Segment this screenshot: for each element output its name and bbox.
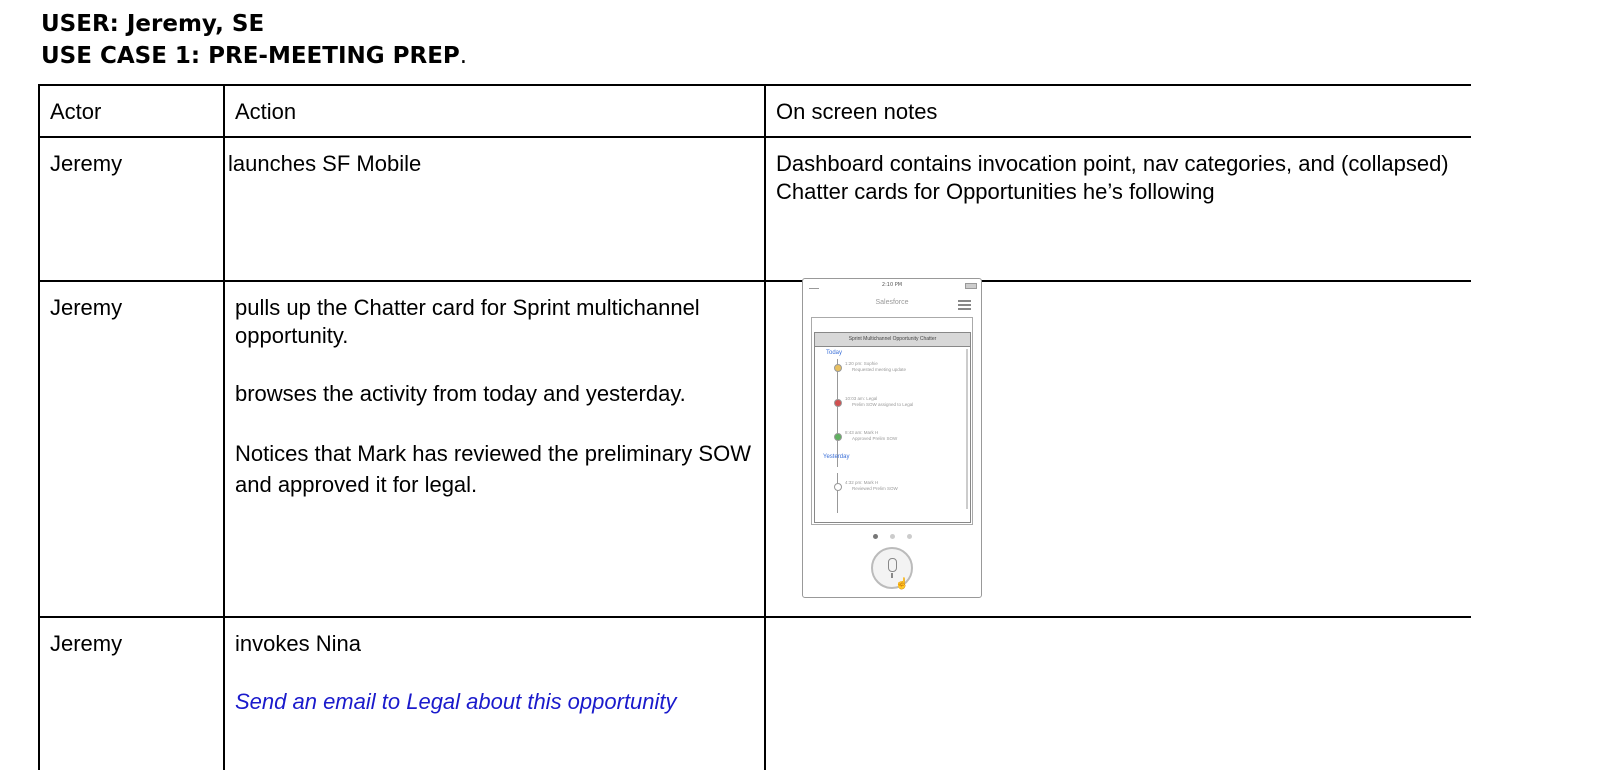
use-case-title: USE CASE 1: PRE-MEETING PREP — [41, 43, 460, 69]
pager-dot[interactable] — [890, 534, 895, 539]
event-title: 1:20 pm: Sophie — [845, 361, 878, 366]
row1-action-cell — [224, 137, 765, 281]
timeline-dot — [834, 364, 842, 372]
header-actor: Actor — [39, 85, 224, 137]
timeline-line — [837, 359, 838, 467]
timeline-event — [845, 480, 898, 492]
event-title: 4:32 pm: Mark H — [845, 480, 879, 485]
event-detail: Approved Prelim SOW — [852, 436, 898, 441]
pager-dot[interactable] — [907, 534, 912, 539]
row2-action-line-2: browses the activity from today and yesterday. — [235, 381, 686, 406]
timeline-event — [845, 430, 897, 442]
event-title: 8:43 am: Mark H — [845, 430, 879, 435]
chatter-card-title: Sprint Multichannel Opportunity Chatter — [815, 333, 970, 347]
row3-notes — [765, 617, 1471, 770]
header-action: Action — [224, 85, 765, 137]
table-header-row — [39, 85, 1471, 137]
table-row — [39, 281, 1471, 617]
row1-notes: Dashboard contains invocation point, nav categories, and (collapsed) Chatter cards for Opportunities he’s following — [765, 137, 1471, 281]
yesterday-label: Yesterday — [823, 454, 850, 460]
row1-actor: Jeremy — [39, 137, 224, 281]
card-scrollbar — [966, 349, 968, 509]
chatter-card — [814, 332, 971, 523]
row2-actor: Jeremy — [39, 281, 224, 617]
row3-actor: Jeremy — [39, 617, 224, 770]
use-case-period: . — [459, 43, 468, 69]
status-time: 2:10 PM — [881, 282, 903, 288]
timeline-event — [845, 361, 906, 373]
hand-pointer-icon: ☝ — [895, 578, 909, 590]
timeline-dot — [834, 483, 842, 491]
phone-mockup — [802, 278, 982, 598]
use-case-heading — [41, 42, 467, 70]
pager-dot-active[interactable] — [873, 534, 878, 539]
timeline-line — [837, 473, 838, 513]
voice-query: Send an email to Legal about this opportunity — [235, 689, 677, 714]
today-label: Today — [826, 350, 843, 356]
event-detail: Prelim SOW assigned to Legal — [852, 402, 914, 407]
row2-action-line-3: Notices that Mark has reviewed the preliminary SOW and approved it for legal. — [235, 441, 751, 497]
row3-action: invokes Nina — [235, 631, 361, 656]
event-detail: Reviewed Prelim SOW — [852, 486, 898, 491]
table-row — [39, 617, 1471, 770]
event-title: 10:03 am: Legal — [845, 396, 878, 401]
row2-action-line-1: pulls up the Chatter card for Sprint multichannel opportunity. — [235, 295, 700, 348]
user-heading: USER: Jeremy, SE — [41, 11, 265, 37]
use-case-table — [38, 84, 1471, 770]
row3-action-cell — [224, 617, 765, 770]
card-pager[interactable] — [803, 526, 981, 544]
timeline-dot — [834, 433, 842, 441]
timeline-event — [845, 396, 913, 408]
timeline-dot — [834, 399, 842, 407]
row2-action-cell — [224, 281, 765, 617]
hamburger-menu-icon — [958, 300, 971, 312]
row1-action: launches SF Mobile — [228, 151, 422, 176]
app-name: Salesforce — [875, 299, 909, 306]
header-notes: On screen notes — [765, 85, 1471, 137]
battery-icon — [965, 283, 977, 289]
table-row — [39, 137, 1471, 281]
event-detail: Requested meeting update — [852, 367, 907, 372]
